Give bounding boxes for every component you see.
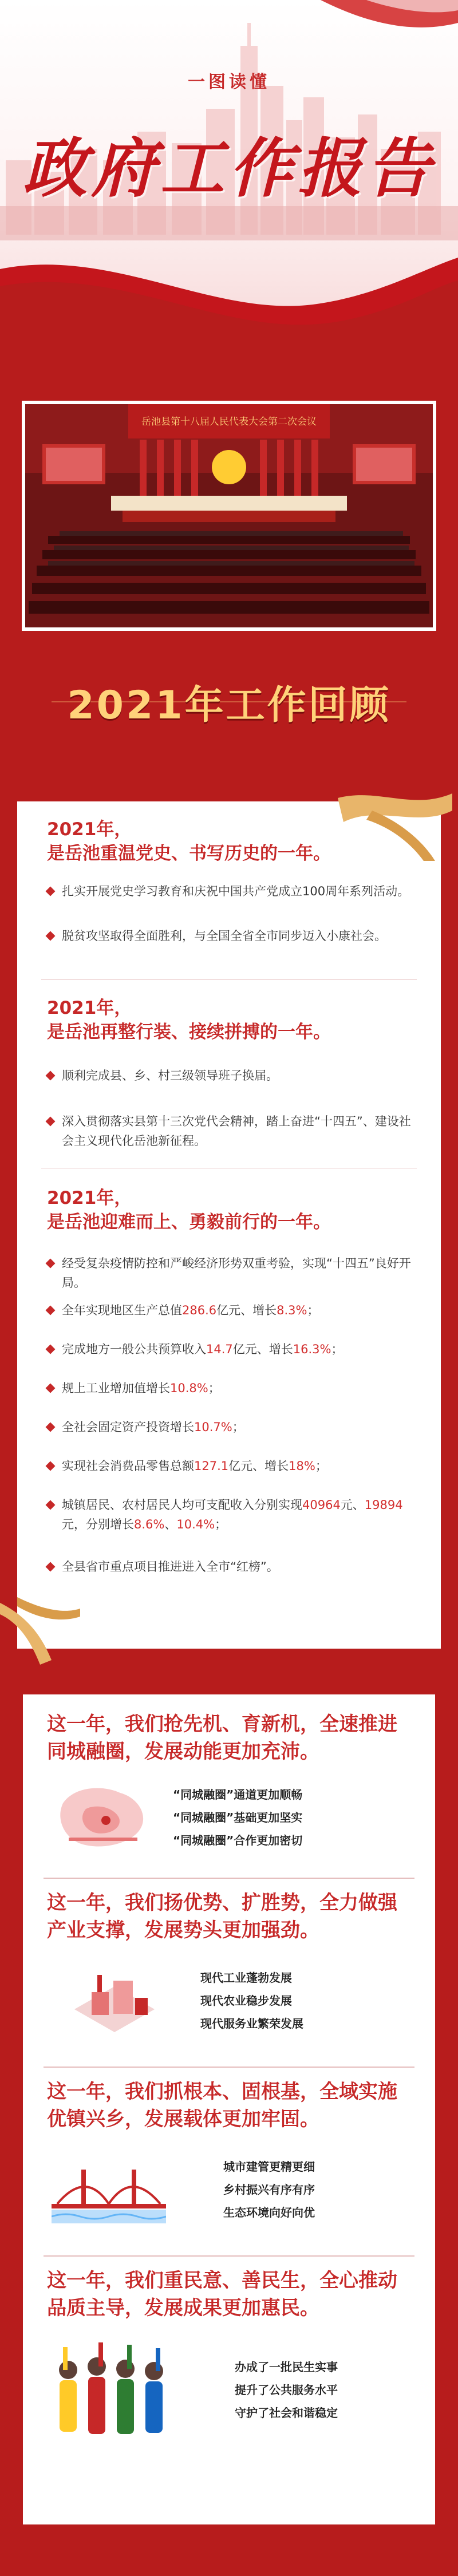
block-3-item-2: 乡村振兴有序有序 (223, 2183, 315, 2196)
stat-income: 城镇居民、农村居民人均可支配收入分别实现40964元、19894元，分别增长8.6%、10.4%； (47, 1495, 413, 1534)
block-1-title: 这一年，我们抢先机、育新机，全速推进同城融圈，发展动能更加充沛。 (47, 1713, 397, 1763)
section-1-headline: 是岳池重温党史、书写历史的一年。 (47, 843, 331, 864)
section-1-item-1: 扎实开展党史学习教育和庆祝中国共产党成立100周年系列活动。 (47, 882, 413, 901)
block-3-item-3: 生态环境向好向优 (223, 2206, 315, 2219)
block-1-item-1: “同城融圈”通道更加顺畅 (173, 1788, 303, 1801)
industry-icon (63, 1963, 166, 2038)
stat-public-budget: 完成地方一般公共预算收入14.7亿元、增长16.3%； (47, 1340, 413, 1359)
bridge-icon (52, 2152, 166, 2227)
stat-fixed-assets: 全社会固定资产投资增长10.7%； (47, 1417, 413, 1437)
achievements-card (23, 1694, 435, 2524)
section-3-year: 2021年， (47, 1188, 132, 1208)
section-1-item-2: 脱贫攻坚取得全面胜利，与全国全省全市同步迈入小康社会。 (47, 926, 413, 946)
block-divider (44, 2255, 414, 2257)
block-1-item-2: “同城融圈”基础更加坚实 (173, 1811, 303, 1824)
gold-ribbon-decoration (338, 788, 452, 862)
block-2-item-1: 现代工业蓬勃发展 (200, 1971, 292, 1985)
block-1-item-3: “同城融圈”合作更加密切 (173, 1834, 303, 1847)
stat-retail: 实现社会消费品零售总额127.1亿元、增长18%； (47, 1456, 413, 1476)
hero-title: 政府工作报告 (23, 131, 435, 206)
section-3-headline: 是岳池迎难而上、勇毅前行的一年。 (47, 1212, 331, 1232)
block-4-item-2: 提升了公共服务水平 (235, 2383, 338, 2397)
section-2-headline: 是岳池再整行装、接续拼搏的一年。 (47, 1022, 331, 1042)
section-2-item-1: 顺利完成县、乡、村三级领导班子换届。 (47, 1066, 413, 1085)
block-4-item-1: 办成了一批民生实事 (235, 2360, 338, 2374)
review-card (17, 801, 441, 1649)
hero-subtitle: 一图读懂 (188, 72, 270, 92)
block-4-title: 这一年，我们重民意、善民生，全心推动品质主导，发展成果更加惠民。 (47, 2269, 397, 2320)
section-3-item-1: 经受复杂疫情防控和严峻经济形势双重考验，实现“十四五”良好开局。 (47, 1254, 413, 1293)
stat-gdp: 全年实现地区生产总值286.6亿元、增长8.3%； (47, 1301, 413, 1320)
hero-banner (0, 0, 458, 366)
block-2-item-2: 现代农业稳步发展 (200, 1994, 292, 2008)
block-divider (44, 2067, 414, 2068)
assembly-hall-photo (22, 401, 436, 631)
block-2-item-3: 现代服务业繁荣发展 (200, 2017, 303, 2030)
review-section-title: 2021年工作回顾 (67, 683, 391, 728)
stat-industry: 规上工业增加值增长10.8%； (47, 1378, 413, 1398)
block-3-title: 这一年，我们抓根本、固根基，全域实施优镇兴乡，发展载体更加牢固。 (47, 2080, 397, 2131)
block-divider (44, 1878, 414, 1879)
stat-key-projects: 全县省市重点项目推进进入全市“红榜”。 (47, 1557, 413, 1577)
block-4-item-3: 守护了社会和谐稳定 (235, 2406, 338, 2420)
block-3-item-1: 城市建管更精更细 (223, 2160, 315, 2174)
map-icon (52, 1780, 155, 1855)
gold-ribbon-decoration (0, 1597, 80, 1672)
hall-banner-text: 岳池县第十八届人民代表大会第二次会议 (141, 416, 317, 428)
block-2-title: 这一年，我们扬优势、扩胜势，全力做强产业支撑，发展势头更加强劲。 (47, 1891, 397, 1942)
section-1-year: 2021年， (47, 819, 132, 840)
section-2-year: 2021年， (47, 998, 132, 1018)
people-icon (48, 2336, 180, 2450)
section-2-item-2: 深入贯彻落实县第十三次党代会精神，踏上奋进“十四五”、建设社会主义现代化岳池新征程。 (47, 1112, 413, 1151)
